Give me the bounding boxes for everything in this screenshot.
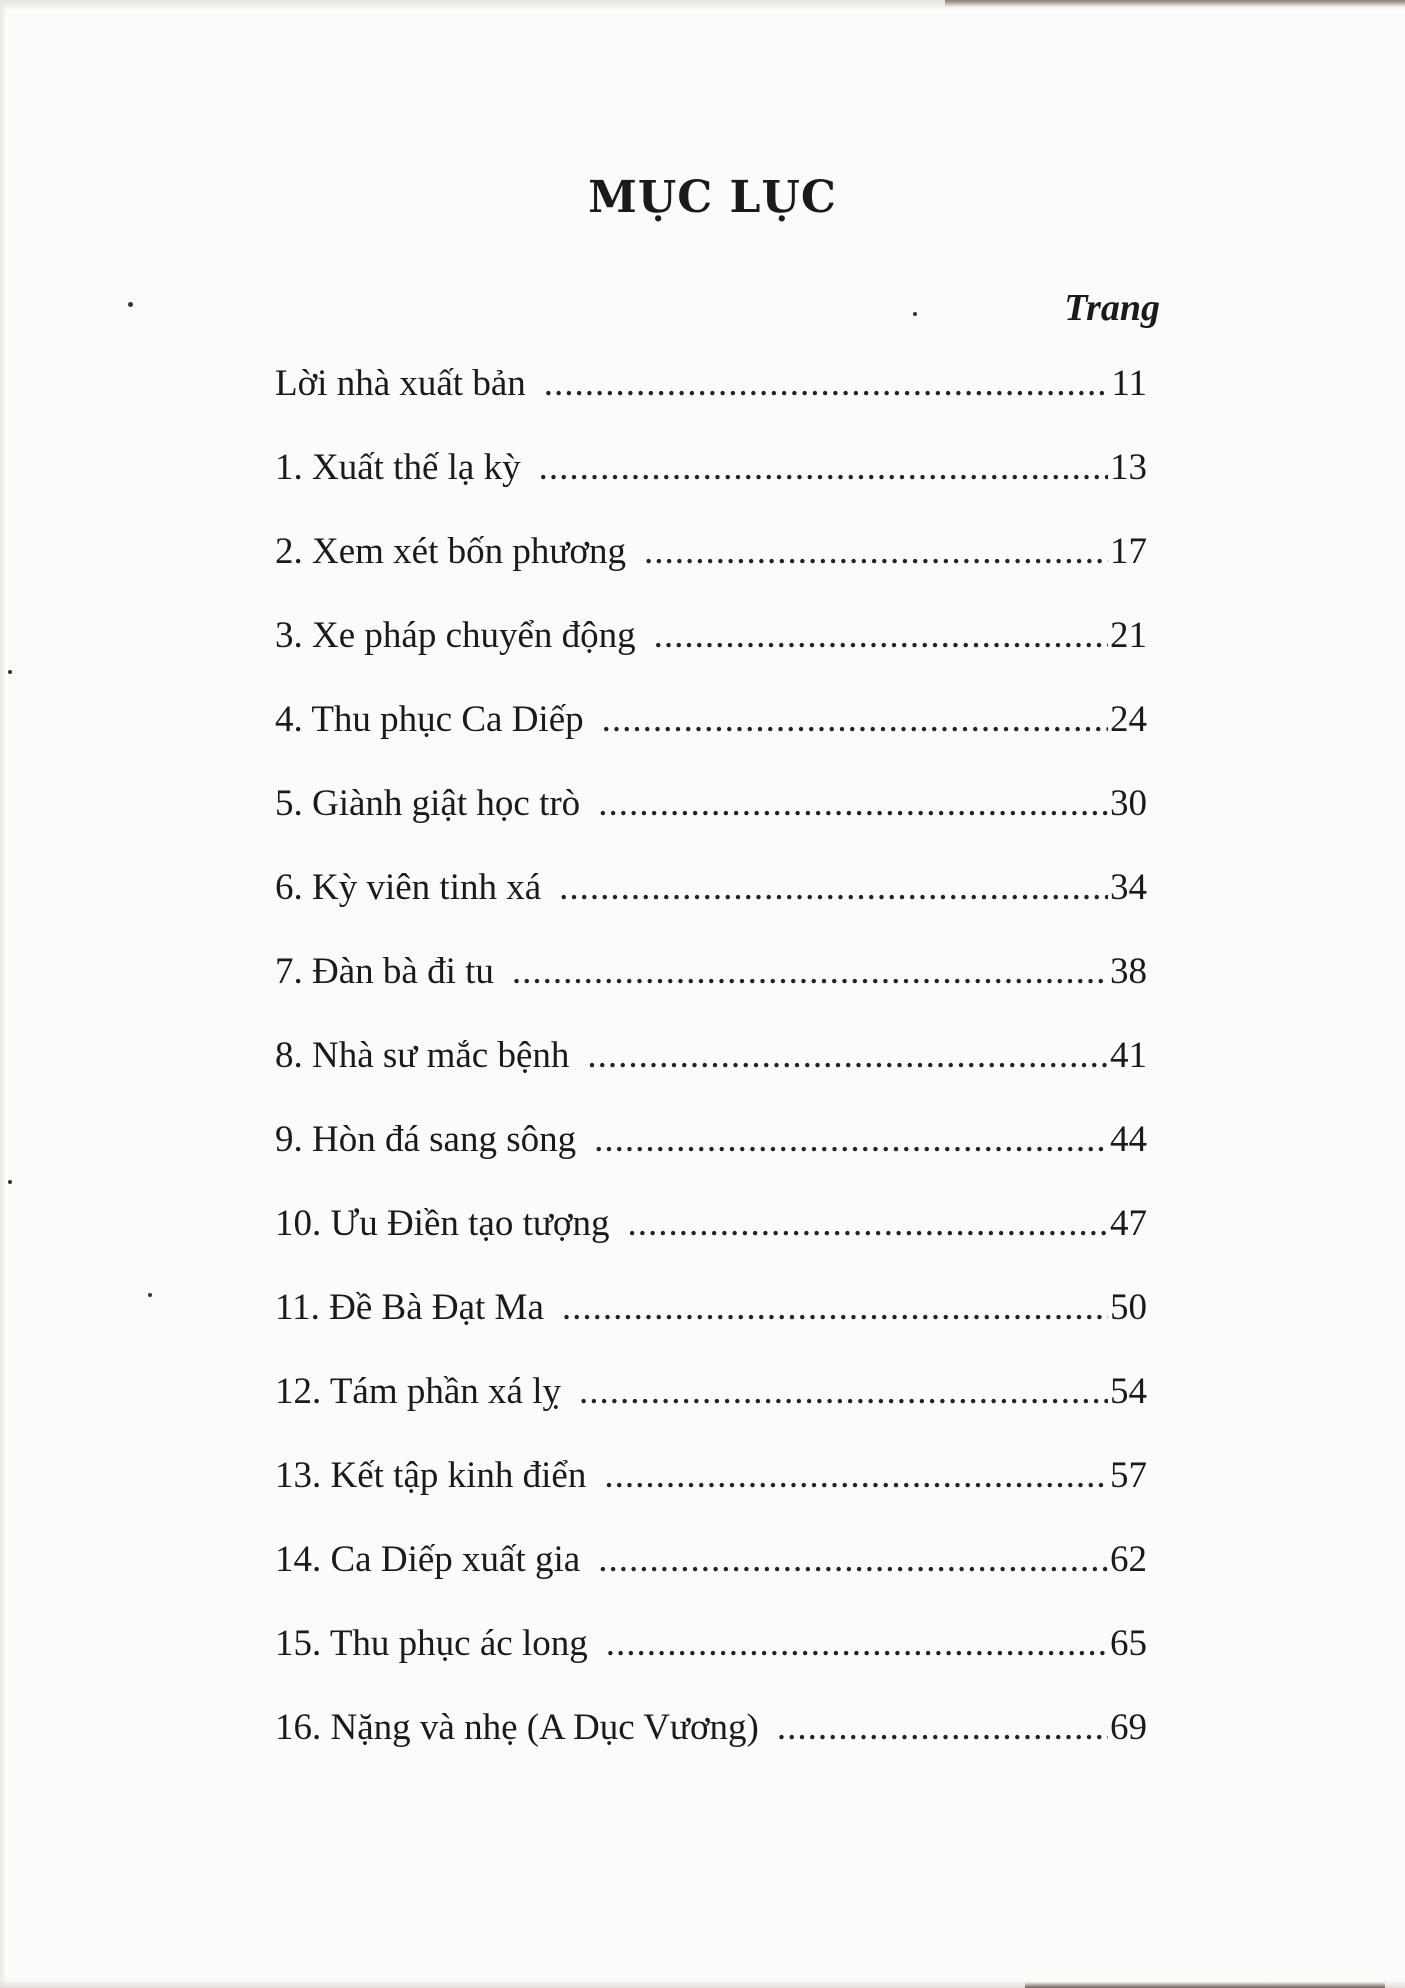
ink-speck — [128, 302, 133, 307]
toc-entry[interactable] — [275, 1454, 1147, 1538]
toc-entry-title: 10. Ưu Điền tạo tượng — [275, 1203, 610, 1244]
toc-entry-page-number: 13 — [1110, 447, 1147, 488]
toc-entry-page-number: 62 — [1110, 1539, 1147, 1580]
toc-dot-leader — [559, 866, 1108, 910]
toc-entry[interactable] — [275, 1370, 1147, 1454]
page-bottom-edge-shadow — [1025, 1982, 1385, 1988]
toc-entry-page-number: 54 — [1110, 1371, 1147, 1412]
toc-entry-page-number: 38 — [1110, 951, 1147, 992]
toc-entry-page-number: 69 — [1110, 1707, 1147, 1748]
toc-dot-leader — [539, 446, 1108, 490]
toc-dot-leader — [579, 1370, 1108, 1414]
page-column-label: Trang — [1064, 287, 1160, 329]
table-of-contents — [275, 362, 1147, 1790]
toc-dot-leader — [654, 614, 1108, 658]
toc-entry-page-number: 65 — [1110, 1623, 1147, 1664]
toc-entry[interactable] — [275, 446, 1147, 530]
toc-entry[interactable] — [275, 1706, 1147, 1790]
toc-entry[interactable] — [275, 614, 1147, 698]
toc-dot-leader — [598, 1538, 1108, 1582]
toc-entry[interactable] — [275, 950, 1147, 1034]
toc-entry-title: 16. Nặng và nhẹ (A Dục Vương) — [275, 1707, 759, 1748]
toc-dot-leader — [644, 530, 1108, 574]
toc-entry[interactable] — [275, 530, 1147, 614]
toc-entry[interactable] — [275, 362, 1147, 446]
toc-entry-title: Lời nhà xuất bản — [275, 363, 526, 404]
toc-entry[interactable] — [275, 1202, 1147, 1286]
toc-dot-leader — [512, 950, 1108, 994]
toc-dot-leader — [594, 1118, 1108, 1162]
toc-entry-title: 14. Ca Diếp xuất gia — [275, 1539, 581, 1580]
page-top-edge-shadow — [945, 0, 1405, 7]
toc-entry-title: 11. Đề Bà Đạt Ma — [275, 1287, 544, 1328]
toc-entry[interactable] — [275, 1034, 1147, 1118]
toc-entry-title: 13. Kết tập kinh điển — [275, 1455, 587, 1496]
toc-dot-leader — [544, 362, 1110, 406]
toc-dot-leader — [627, 1202, 1108, 1246]
ink-speck — [148, 1293, 152, 1297]
toc-entry[interactable] — [275, 1622, 1147, 1706]
toc-entry-page-number: 57 — [1110, 1455, 1147, 1496]
toc-entry-title: 1. Xuất thế lạ kỳ — [275, 447, 521, 488]
toc-dot-leader — [587, 1034, 1108, 1078]
toc-entry-page-number: 50 — [1110, 1287, 1147, 1328]
toc-entry[interactable] — [275, 1538, 1147, 1622]
ink-speck — [8, 670, 12, 674]
toc-entry-page-number: 34 — [1110, 867, 1147, 908]
ink-speck — [8, 1180, 12, 1184]
toc-entry-page-number: 21 — [1110, 615, 1147, 656]
toc-entry-title: 8. Nhà sư mắc bệnh — [275, 1035, 570, 1076]
toc-dot-leader — [602, 698, 1108, 742]
ink-speck — [913, 312, 917, 316]
toc-entry-page-number: 44 — [1110, 1119, 1147, 1160]
toc-entry[interactable] — [275, 1118, 1147, 1202]
toc-entry-page-number: 30 — [1110, 783, 1147, 824]
toc-entry-page-number: 17 — [1110, 531, 1147, 572]
toc-entry-title: 9. Hòn đá sang sông — [275, 1119, 577, 1160]
page-left-edge — [0, 0, 6, 1988]
toc-heading: MỤC LỤC — [588, 172, 837, 223]
toc-entry[interactable] — [275, 782, 1147, 866]
toc-entry[interactable] — [275, 866, 1147, 950]
toc-entry-title: 6. Kỳ viên tinh xá — [275, 867, 542, 908]
toc-entry-title: 12. Tám phần xá lỵ — [275, 1371, 562, 1412]
toc-entry-title: 5. Giành giật học trò — [275, 783, 581, 824]
toc-entry-title: 15. Thu phục ác long — [275, 1623, 588, 1664]
toc-dot-leader — [777, 1706, 1108, 1750]
toc-dot-leader — [606, 1622, 1108, 1666]
toc-entry-page-number: 41 — [1110, 1035, 1147, 1076]
toc-entry-title: 4. Thu phục Ca Diếp — [275, 699, 584, 740]
toc-dot-leader — [562, 1286, 1108, 1330]
toc-entry-page-number: 11 — [1111, 363, 1147, 404]
toc-entry-page-number: 47 — [1110, 1203, 1147, 1244]
toc-entry[interactable] — [275, 1286, 1147, 1370]
toc-entry[interactable] — [275, 698, 1147, 782]
toc-entry-title: 3. Xe pháp chuyển động — [275, 615, 636, 656]
toc-dot-leader — [598, 782, 1108, 826]
toc-entry-title: 2. Xem xét bốn phương — [275, 531, 626, 572]
toc-entry-title: 7. Đàn bà đi tu — [275, 951, 494, 992]
toc-dot-leader — [604, 1454, 1108, 1498]
toc-entry-page-number: 24 — [1110, 699, 1147, 740]
